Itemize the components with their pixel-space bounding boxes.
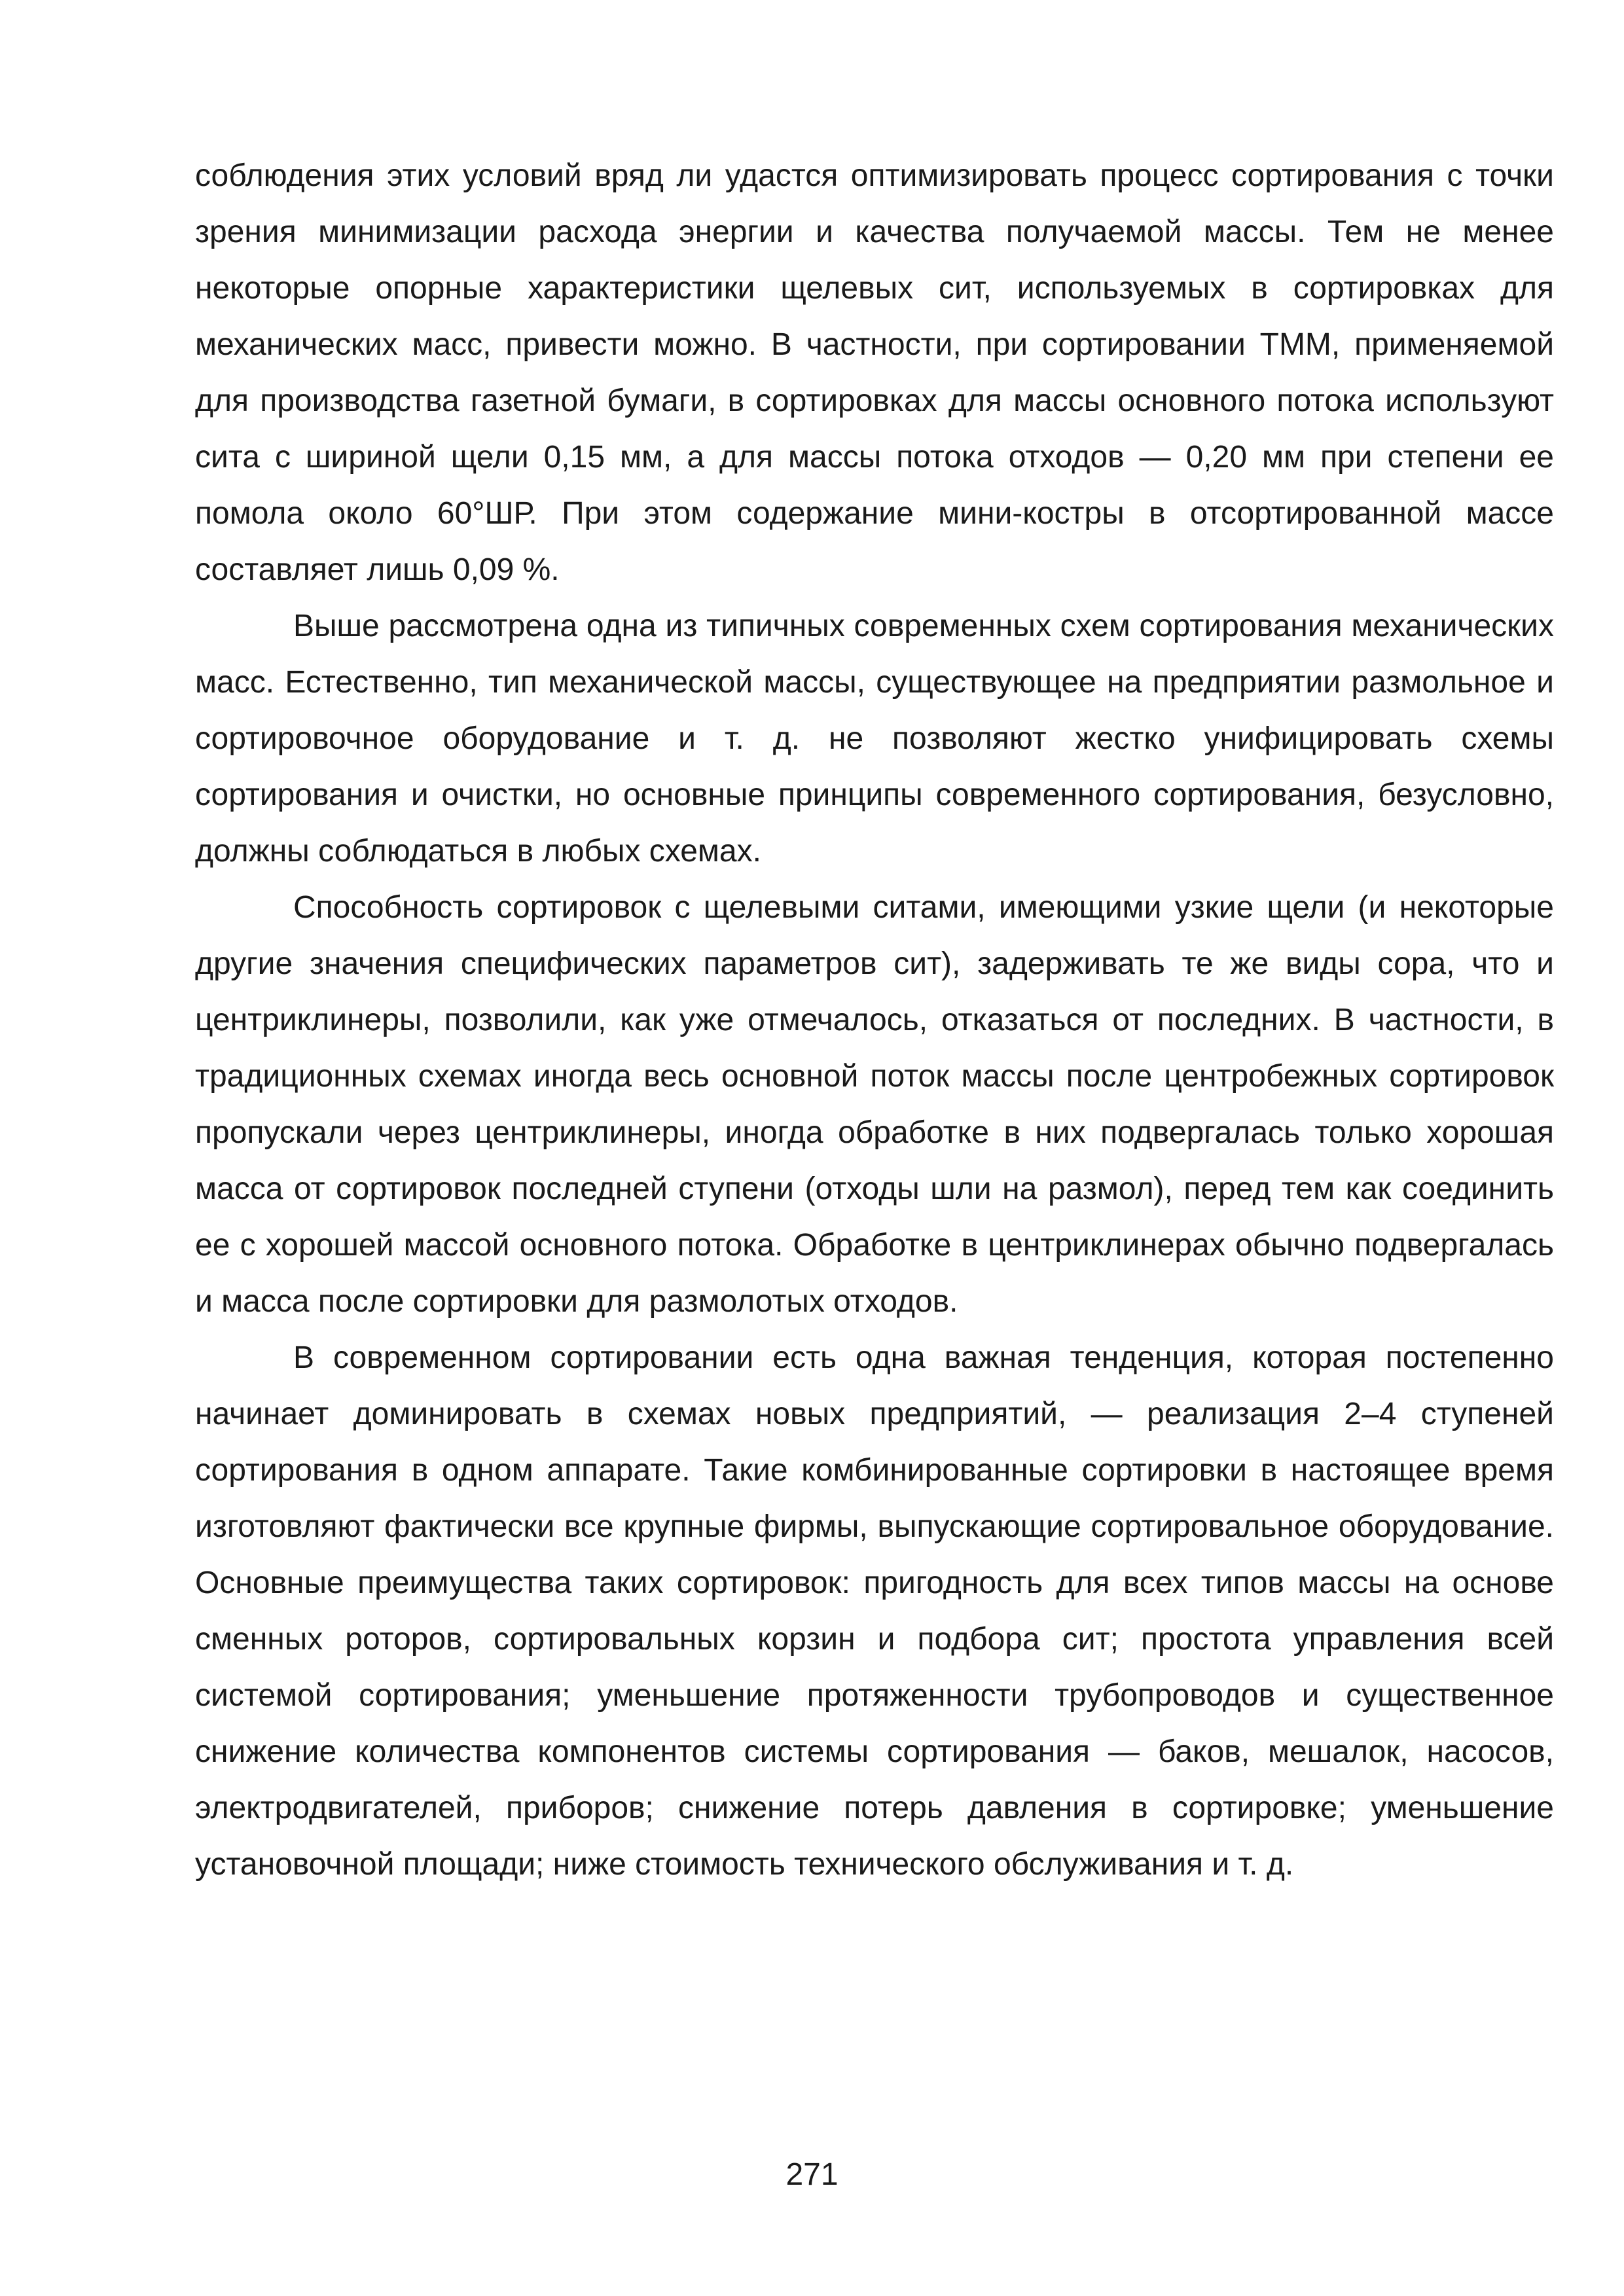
paragraph-1: соблюдения этих условий вряд ли удастся оптимизировать процесс сортирования с точки зрения минимизации расхода энергии и качества получаемой массы. Тем не менее некоторые опорные характеристики щелевых сит, используемых в сортировках для механических масс, привести можно. В частности, при сортировании ТММ, применяемой для производства газетной бумаги, в сортировках для массы основного потока используют сита с шириной щели 0,15 мм, а для массы потока отходов — 0,20 мм при степени ее помола около 60°ШР. При этом содержание мини-костры в отсортированной массе составляет лишь 0,09 %. bbox=[195, 158, 1554, 587]
page-number: 271 bbox=[785, 2157, 839, 2192]
body-text bbox=[195, 148, 1554, 1893]
paragraph-2: Выше рассмотрена одна из типичных современных схем сортирования механических масс. Естественно, тип механической массы, существующее на предприятии размольное и сортировочное оборудование и т. д. не позволяют жестко унифицировать схемы сортирования и очистки, но основные принципы современного сортирования, безусловно, должны соблюдаться в любых схемах. bbox=[195, 609, 1554, 869]
paragraph-3: Способность сортировок с щелевыми ситами, имеющими узкие щели (и некоторые другие значения специфических параметров сит), задерживать те же виды сора, что и центриклинеры, позволили, как уже отмечалось, отказаться от последних. В частности, в традиционных схемах иногда весь основной поток массы после центробежных сортировок пропускали через центриклинеры, иногда обработке в них подвергалась только хорошая масса от сортировок последней ступени (отходы шли на размол), перед тем как соединить ее с хорошей массой основного потока. Обработке в центриклинерах обычно подвергалась и масса после сортировки для размолотых отходов. bbox=[195, 890, 1554, 1319]
paragraph-4: В современном сортировании есть одна важная тенденция, которая постепенно начинает доминировать в схемах новых предприятий, — реализация 2–4 ступеней сортирования в одном аппарате. Такие комбинированные сортировки в настоящее время изготовляют фактически все крупные фирмы, выпускающие сортировальное оборудование. Основные преимущества таких сортировок: пригодность для всех типов массы на основе сменных роторов, сортировальных корзин и подбора сит; простота управления всей системой сортирования; уменьшение протяженности трубопроводов и существенное снижение количества компонентов системы сортирования — баков, мешалок, насосов, электродвигателей, приборов; снижение потерь давления в сортировке; уменьшение установочной площади; ниже стоимость технического обслуживания и т. д. bbox=[195, 1340, 1554, 1882]
